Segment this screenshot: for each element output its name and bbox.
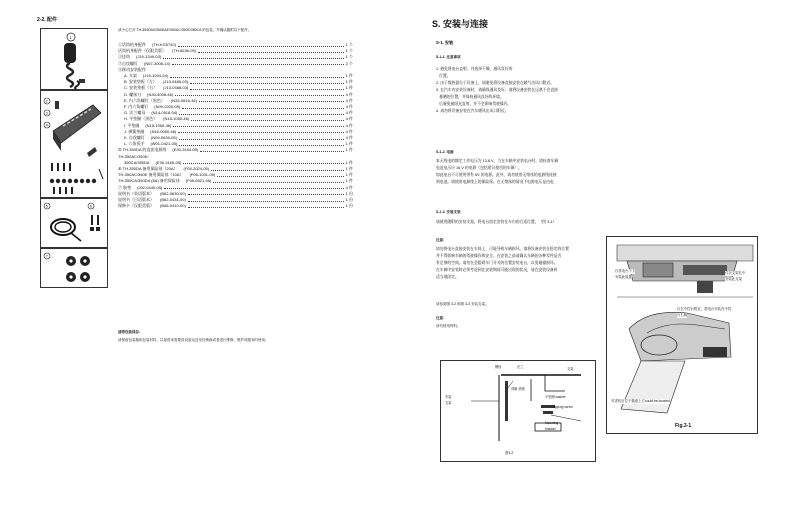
fig1-label-hole: 仅在支架孔中 (725, 271, 746, 275)
leader-dots (190, 85, 343, 90)
accessory-qty: 4 件 (345, 97, 353, 103)
leader-dots (170, 73, 344, 78)
fig2-label-spring: 弹簧 垫圈 (511, 387, 525, 391)
fig2-label-bracket: bracket (545, 427, 556, 431)
part-mounting-bracket (40, 90, 108, 198)
fig1-label-console2: 台右侧 (677, 313, 688, 317)
right-page (396, 0, 793, 518)
caution-line: 在车辆中安装时必须考虑到在安装期间可能出现的状况，请在安装设备时 (436, 268, 558, 272)
accessory-qty: 4 件 (345, 110, 353, 116)
accessory-name: TH-350AC/350E 备用保险丝（10A） (118, 172, 184, 178)
accessory-name: G. 法兰螺母 (124, 110, 146, 116)
fig1-label-under2: 安装此装置 (615, 275, 632, 279)
accessory-code: (J02-0440-05) (137, 184, 163, 190)
accessory-qty: 1 件 (345, 178, 353, 184)
power-line: 本无线电的额定工作电压为 13.8 V。当在车辆中安装电台时，请检查车辆 (436, 159, 559, 163)
accessory-qty: 1 件 (345, 141, 353, 147)
precaution-line: 后避免被阳光直射，并不会影响驾驶操作。 (436, 102, 512, 106)
leader-dots (188, 191, 344, 196)
svg-text:2: 2 (45, 99, 48, 104)
leader-dots (175, 92, 344, 97)
leader-dots (178, 42, 344, 47)
leader-dots (199, 98, 344, 103)
accessory-name: F. 内六角螺钉 (124, 104, 149, 110)
svg-text:5: 5 (45, 204, 48, 209)
s13-heading: S-1-3. 安装支架 (436, 210, 461, 214)
fig2-label-screw: tapping screw (553, 405, 573, 409)
left-page (0, 0, 396, 518)
accessory-name: ⑤ TH-350DA 的直流电源线 (118, 147, 167, 153)
accessory-code: (B46-0410-00) (160, 203, 186, 209)
fig2-label-flange: 法兰 (517, 365, 524, 369)
accessory-code: (J19-1094-04) (142, 73, 169, 79)
accessory-qty: 4 件 (345, 184, 353, 190)
accessory-qty: 4 件 (345, 104, 353, 110)
accessory-code: (E30-3165-05) (155, 159, 182, 165)
leader-dots (183, 160, 343, 165)
accessory-name: K. 自攻螺钉 (124, 135, 145, 141)
accessory-code: (N14-0518-04) (151, 110, 178, 116)
leader-dots (178, 129, 343, 134)
caution-line: 并不得影响车辆的驾驶操作和安全。在安装之前请确认车辆的各种零件是否 (436, 254, 562, 258)
leader-dots (173, 123, 343, 128)
accessory-name: 保修卡（仅限美版） (118, 203, 154, 209)
accessory-code: (N09-0639-05) (150, 135, 177, 141)
precaution-line: 1. 避免将电台直射，并选择干燥、通风良好的 (436, 67, 513, 71)
leader-dots (190, 79, 344, 84)
accessory-code: (TH-6636-05) (172, 48, 197, 54)
accessory-qty: 4 件 (345, 135, 353, 141)
accessory-list (118, 42, 353, 209)
accessory-name: B. 安装垫板（左） (124, 79, 157, 85)
accessory-code: (N09-0200-05) (154, 104, 181, 110)
accessory-code: (N67-3008-14) (144, 60, 171, 66)
accessory-qty: 1 个 (345, 42, 353, 47)
accessory-qty: 1 件 (345, 85, 353, 91)
accessory-qty: 1 件 (345, 73, 353, 79)
precautions-list (436, 66, 646, 115)
fig1-caption: Fig.3-1 (675, 423, 692, 429)
accessory-qty: 4 件 (345, 91, 353, 97)
fig1-label-under: 仅将电台下方 (615, 269, 636, 273)
accessory-name: TH-350AC/350E/ (118, 153, 149, 159)
accessory-code: (W01-0421-05) (150, 141, 178, 147)
accessory-qty: 4 件 (345, 128, 353, 134)
leader-dots (211, 166, 344, 171)
accessory-code: (B62-0630-00) (160, 190, 186, 196)
accessory-name: ④移动安装配件 (118, 66, 146, 72)
fig2-caption: 图3-2 (505, 451, 514, 455)
accessory-row (118, 203, 353, 209)
leader-dots (200, 147, 343, 152)
precaution-line: 3. 在汽车内安装设备时，请确保通风良好。请将设备安装在远离不会直接 (436, 88, 558, 92)
accessory-qty: 1 份 (345, 197, 353, 203)
svg-text:3: 3 (45, 111, 48, 116)
power-line: 如此电台不可使用带有 6V 的电源。此外，请勿使用无熔丝的电源线连接 (436, 173, 557, 177)
svg-text:7: 7 (45, 254, 48, 259)
accessory-qty: 1 件 (345, 147, 353, 153)
fig2-label-mount2: 支架 (445, 401, 452, 405)
fig2-label-bracket-top: 支架 (567, 367, 574, 371)
accessory-name: TH-350CA/350DA (6A) 备用保险丝 (118, 178, 180, 184)
fig2-label-mounting: Mounting (545, 421, 559, 425)
leader-dots (164, 185, 343, 190)
accessory-qty: 4 件 (345, 122, 353, 128)
accessory-code: (F05-2024-05) (183, 166, 210, 172)
fig-reference: 请参阅图 3-2 和图 3-3 安装支架。 (436, 302, 489, 306)
accessory-name: ⑥ TH-350DA 备用保险丝（20A） (118, 166, 178, 172)
leader-dots (172, 61, 344, 66)
warning-title: 注意： (436, 316, 447, 320)
leader-dots (182, 104, 343, 109)
fig1-label-bottom: 对讲机应位于插座上方could be located (611, 399, 670, 403)
accessory-code: (F05-1031-05) (189, 172, 216, 178)
accessory-code: (N33-0816-46) (170, 97, 197, 103)
fig1-label-hole2: 安装此支架 (725, 277, 742, 281)
accessory-name: D. 螺丝刀 (124, 91, 142, 97)
accessory-name: ②挂钩 (118, 54, 130, 60)
leader-dots (188, 203, 344, 208)
power-line: 电池电压应 16 V 的电源（包括建议使用的车辆）。 (436, 166, 522, 170)
svg-text:4: 4 (45, 123, 48, 128)
accessory-qty: 1 件 (345, 159, 353, 165)
fig2-label-bolt: 螺栓 (495, 365, 502, 369)
accessory-name: 话筒机身配件（仅限美版） (118, 48, 166, 54)
accessory-qty: 1 件 (345, 79, 353, 85)
accessory-name: 说明书（日语版本） (118, 197, 154, 203)
accessory-name: 说明书（英语版本） (118, 190, 154, 196)
accessory-code: (J13-0488-03) (163, 85, 189, 91)
part-microphone (40, 28, 108, 90)
accessory-name: A. 支架 (124, 73, 137, 79)
caution-line: 请勿将电台直接安装在车体上，可能导致车辆损坏。请将设备安装在稳定的位置 (436, 247, 569, 251)
fig2-label-washer: 平垫圈 washer (545, 395, 566, 399)
accessory-qty: 1 份 (345, 203, 353, 209)
caution-line: 有足够的空间。请勿在会阻碍车门开关的位置安装电台，以免碰撞损坏。 (436, 261, 558, 265)
accessory-qty: 2 个 (345, 60, 353, 66)
accessory-name: ③自攻螺钉 (118, 60, 138, 66)
accessory-qty: 1 份 (345, 190, 353, 196)
precaution-line: 位置。 (436, 74, 451, 78)
caution-line: 适当地固定。 (436, 275, 459, 279)
s1-heading: S-1. 安装 (436, 40, 454, 45)
fig1-label-console: 仅在中控台附近，将电台安装在中控 (677, 307, 732, 311)
accessory-code: (B62-0431-00) (160, 197, 186, 203)
leader-dots (163, 54, 344, 59)
power-text (436, 158, 646, 186)
accessory-qty: 1 个 (345, 48, 353, 54)
power-line: 到电池，请使用电源线上的保险丝。在无熔丝的情况下电源电压是由电 (436, 180, 554, 184)
fig2-label-mount1: 安装 (445, 395, 452, 399)
accessory-code: (N15-1050-46) (145, 122, 172, 128)
accessory-code: (E30-3164-05) (172, 147, 199, 153)
leader-dots (217, 172, 344, 177)
chapter-title: S. 安装与连接 (432, 19, 489, 29)
accessory-code: (TH-KG5740) (152, 42, 177, 47)
leader-dots (188, 197, 344, 202)
figure-3-1 (606, 236, 758, 434)
accessory-name: E. 内六角螺钉（黑色） (124, 97, 165, 103)
precaution-line: 暴晒的位置，并保持通风良好的环境。 (436, 95, 504, 99)
section-heading: 2-2. 配件 (37, 17, 58, 23)
part-rubber-pads (40, 248, 108, 288)
accessory-name: ①话筒机身配件 (118, 42, 146, 47)
accessory-name: J. 弹簧垫圈 (124, 128, 145, 134)
accessory-name: 350CA/350DA (124, 159, 150, 165)
accessory-qty: 4 件 (345, 116, 353, 122)
accessory-qty: 1 件 (345, 166, 353, 172)
leader-dots (213, 178, 343, 183)
parts-illustration (40, 28, 108, 288)
caution-title: 注意: (436, 238, 445, 242)
leader-dots (179, 135, 344, 140)
accessory-name: C. 安装垫板（右） (124, 85, 158, 91)
s11-heading: S-1-1. 注意事项 (436, 55, 461, 59)
leader-dots (191, 116, 344, 121)
precaution-line: 2. 由于散热器位于设备上，请避免将设备直接安装在暖气出风口附近。 (436, 81, 555, 85)
svg-text:6: 6 (89, 204, 92, 209)
accessory-code: (J19-1349-03) (136, 54, 162, 60)
accessory-code: (N16-0050-46) (150, 128, 177, 134)
precaution-line: 4. 请勿将设备安装在汽车暖风出风口附近。 (436, 109, 509, 113)
accessory-qty: 1 件 (345, 172, 353, 178)
part-power-cable (40, 198, 108, 248)
note-title: 请将包装保存： (118, 330, 143, 334)
leader-dots (198, 48, 344, 53)
leader-dots (179, 141, 343, 146)
accessory-name: H. 平垫圈（黑色） (124, 116, 158, 122)
svg-text:1: 1 (69, 35, 72, 40)
s12-heading: S-1-2. 电源 (436, 150, 454, 154)
leader-dots (179, 110, 343, 115)
figure-3-2 (440, 360, 596, 462)
intro-text: 请小心打开 TH-350DA0/350DAE/350AC/350E/350CA 的包装，并确认随附以下配件。 (118, 28, 252, 32)
warning-text: 请勿使用焊料。 (436, 324, 461, 328)
accessory-code: (N30-4008-46) (147, 91, 174, 97)
accessory-qty: 1 个 (345, 54, 353, 60)
bracket-text: 请使用随附的安装支架，将电台固定安装在车内的合适位置。（图 3-1） (436, 220, 557, 224)
accessory-code: (F05-6521-05) (185, 178, 212, 184)
accessory-name: I. 平垫圈 (124, 122, 140, 128)
note-text: 请保留包装箱和包装材料，以备将来需要将设备运送至经销商或者进行维修、维护或服务时使用。 (118, 338, 269, 342)
accessory-code: (J13-0488-03) (162, 79, 189, 85)
accessory-code: (N15-1050-46) (163, 116, 190, 122)
accessory-name: ⑦ 胶垫 (118, 184, 132, 190)
accessory-name: L. 六角扳手 (124, 141, 145, 147)
